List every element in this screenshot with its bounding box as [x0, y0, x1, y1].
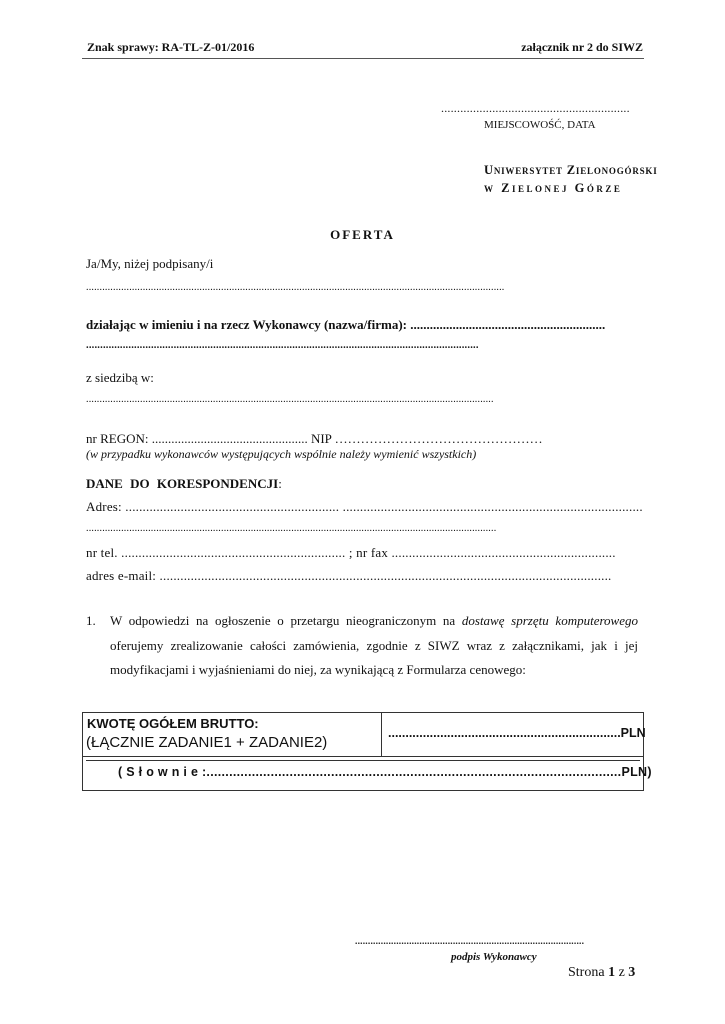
recipient-line1: Uniwersytet Zielonogórski: [484, 163, 658, 177]
table-double-rule: [86, 760, 640, 761]
item-line-1: W odpowiedzi na ogłoszenie o przetargu nieograniczonym na dostawę sprzętu komputerowego: [110, 613, 638, 628]
correspondence-heading: DANE DO KORESPONDENCJI:: [86, 476, 282, 491]
signature-dots: .........................................................................................: [355, 937, 585, 947]
signatory-label: Ja/My, niżej podpisany/i: [86, 256, 214, 271]
item-line-3: modyfikacjami i wyjaśnieniami do niej, za wynikającą z Formularza cenowego:: [110, 662, 526, 677]
seat-label: z siedzibą w:: [86, 370, 154, 385]
item-line-2: oferujemy zrealizowanie całości zamówienia, zgodnie z SIWZ wraz z załącznikami, jak i jej: [110, 638, 638, 653]
seat-dots: .......................................................................................................................................................: [86, 394, 494, 405]
acting-on-behalf-label: działając w imieniu i na rzecz Wykonawcy (nazwa/firma): ............................................................: [86, 317, 606, 332]
header-rule: [82, 58, 644, 59]
document-title: OFERTA: [330, 227, 395, 242]
total-label: KWOTĘ OGÓŁEM BRUTTO:: [87, 716, 259, 731]
recipient-line2: w Zielonej Górze: [484, 181, 623, 195]
acting-dots: ...........................................................................................................................................: [86, 340, 479, 351]
place-date-dots: ...........................................................: [441, 101, 630, 115]
signatory-dots: ...........................................................................................................................................................: [86, 282, 505, 293]
amount-in-words-field: ( S ł o w n i e :..............................................................................................................PLN): [118, 765, 652, 779]
page-number: Strona 1 z 3: [568, 965, 636, 980]
place-date-label: MIEJSCOWOŚĆ, DATA: [484, 119, 596, 131]
total-sub-label: (ŁĄCZNIE ZADANIE1 + ZADANIE2): [86, 734, 328, 751]
case-number: Znak sprawy: RA-TL-Z-01/2016: [87, 40, 255, 54]
email-line: adres e-mail: ...................................................................................................................................: [86, 568, 612, 583]
address-line-1: Adres: .............................................................. .......................................................................................: [86, 499, 643, 514]
phone-fax-line: nr tel. ................................................................. ; nr fax .................................................................: [86, 545, 616, 560]
address-line-2: ........................................................................................................................................................: [86, 523, 497, 534]
signature-label: podpis Wykonawcy: [451, 951, 537, 963]
amount-field: ...................................................................PLN: [388, 726, 646, 740]
joint-contractors-note: (w przypadku wykonawców występujących wspólnie należy wymienić wszystkich): [86, 447, 477, 461]
item-number: 1.: [86, 613, 96, 628]
attachment-label: załącznik nr 2 do SIWZ: [521, 40, 643, 54]
regon-nip-line: nr REGON: ................................................ NIP …………………………………………: [86, 431, 543, 446]
